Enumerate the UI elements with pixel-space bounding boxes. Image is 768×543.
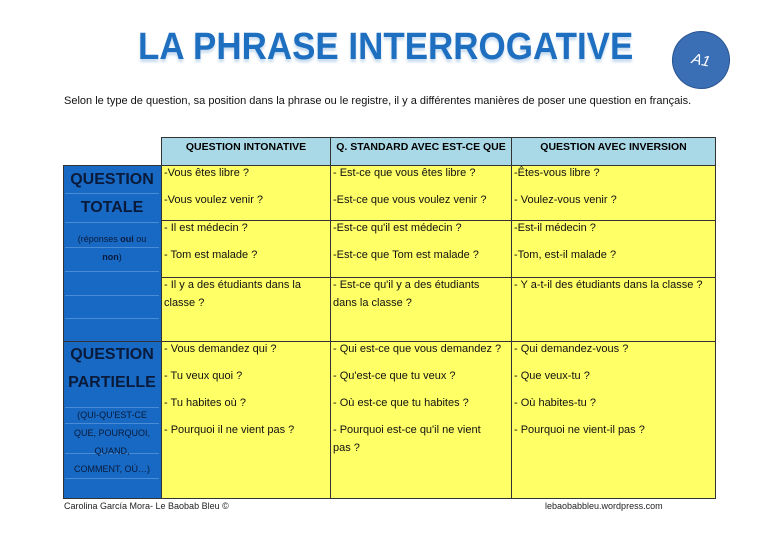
example-question: dans la classe ? <box>333 297 412 309</box>
partielle-label-2: PARTIELLE <box>68 374 156 391</box>
header-inversion: QUESTION AVEC INVERSION <box>511 137 716 166</box>
example-question: - Où est-ce que tu habites ? <box>333 397 469 409</box>
totale-label-1: QUESTION <box>70 171 154 188</box>
example-question: - Tu habites où ? <box>164 397 246 409</box>
example-question: - Il y a des étudiants dans la <box>164 279 301 291</box>
header-intonative: QUESTION INTONATIVE <box>161 137 331 166</box>
table-cell <box>511 341 716 499</box>
footer-url: lebaobabbleu.wordpress.com <box>545 501 663 511</box>
example-question: - Est-ce qu'il y a des étudiants <box>333 279 480 291</box>
example-question: - Que veux-tu ? <box>514 370 590 382</box>
totale-note: (réponses oui ou non) <box>77 234 147 262</box>
example-question: - Pourquoi est-ce qu'il ne vient <box>333 424 481 436</box>
example-question: -Est-ce qu'il est médecin ? <box>333 222 462 234</box>
example-question: - Où habites-tu ? <box>514 397 596 409</box>
example-question: - Pourquoi il ne vient pas ? <box>164 424 295 436</box>
example-question: pas ? <box>333 442 360 454</box>
example-question: - Qu'est-ce que tu veux ? <box>333 370 456 382</box>
partielle-label-1: QUESTION <box>70 346 154 363</box>
example-question: - Tom est malade ? <box>164 249 258 261</box>
footer-author: Carolina García Mora- Le Baobab Bleu © <box>64 501 229 511</box>
example-question: - Y a-t-il des étudiants dans la classe ? <box>514 279 703 291</box>
example-question: -Est-ce que vous voulez venir ? <box>333 194 487 206</box>
example-question: - Est-ce que vous êtes libre ? <box>333 167 476 179</box>
example-question: - Tu veux quoi ? <box>164 370 243 382</box>
example-question: -Est-il médecin ? <box>514 222 596 234</box>
example-question: -Tom, est-il malade ? <box>514 249 617 261</box>
example-question: - Vous demandez qui ? <box>164 343 277 355</box>
partielle-note: (QUI-QU'EST-CE QUE, POURQUOI, QUAND, COMMENT, OÙ…) <box>73 410 150 474</box>
example-question: - Il est médecin ? <box>164 222 248 234</box>
example-question: - Qui est-ce que vous demandez ? <box>333 343 502 355</box>
header-est-ce-que: Q. STANDARD AVEC EST-CE QUE <box>330 137 512 166</box>
table-cell <box>330 341 512 499</box>
totale-label-2: TOTALE <box>80 199 144 216</box>
example-question: - Voulez-vous venir ? <box>514 194 617 206</box>
example-question: -Est-ce que Tom est malade ? <box>333 249 479 261</box>
example-question: -Vous êtes libre ? <box>164 167 249 179</box>
example-question: classe ? <box>164 297 205 309</box>
page-title: LA PHRASE INTERROGATIVE <box>138 26 634 68</box>
example-question: -Êtes-vous libre ? <box>514 167 600 179</box>
table-cell <box>161 341 331 499</box>
level-badge: A1 <box>667 26 736 95</box>
example-question: -Vous voulez venir ? <box>164 194 264 206</box>
example-question: - Pourquoi ne vient-il pas ? <box>514 424 645 436</box>
example-question: - Qui demandez-vous ? <box>514 343 629 355</box>
intro-text: Selon le type de question, sa position dans la phrase ou le registre, il y a différentes manières de poser une question en français. <box>64 95 692 107</box>
